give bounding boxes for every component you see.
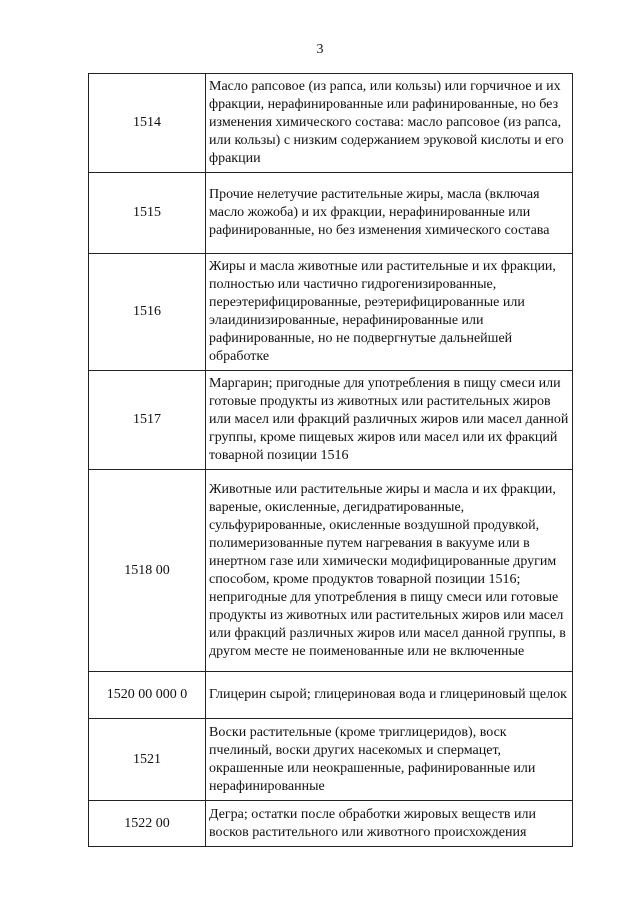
table-row xyxy=(89,801,573,847)
page-number: 3 xyxy=(316,42,324,57)
table-row xyxy=(89,719,573,801)
commodity-description-cell: Животные или растительные жиры и масла и их фракции, вареные, окисленные, дегидратированные, сульфурированные, окисленные воздушной продувкой, полимеризованные путем нагревания в вакууме или в инертном газе или химически модифицированные другим способом, кроме продуктов товарной позиции 1516; непригодные для употребления в пищу смеси или готовые продукты из животных или растительных жиров или масел или фракций различных жиров или масел данной группы, в другом месте не поименованные или не включенные xyxy=(206,470,573,672)
commodity-code-cell: 1522 00 xyxy=(89,801,206,847)
commodity-description-cell: Дегра; остатки после обработки жировых веществ или восков растительного или животного происхождения xyxy=(206,801,573,847)
commodity-code-cell: 1520 00 000 0 xyxy=(89,672,206,719)
commodity-description-cell: Глицерин сырой; глицериновая вода и глицериновый щелок xyxy=(206,672,573,719)
commodity-description-cell: Жиры и масла животные или растительные и их фракции, полностью или частично гидрогенизированные, переэтерифицированные, реэтерифицированные или элаидинизированные, нерафинированные или рафинированные, но не подвергнутые дальнейшей обработке xyxy=(206,254,573,371)
commodity-description-cell: Маргарин; пригодные для употребления в пищу смеси или готовые продукты из животных или растительных жиров или масел или фракций различных жиров или масел данной группы, кроме пищевых жиров или масел или их фракций товарной позиции 1516 xyxy=(206,371,573,470)
commodity-code-cell: 1515 xyxy=(89,173,206,254)
commodity-code-table xyxy=(88,73,573,847)
commodity-code-cell: 1518 00 xyxy=(89,470,206,672)
table-row xyxy=(89,470,573,672)
commodity-description-cell: Прочие нелетучие растительные жиры, масла (включая масло жожоба) и их фракции, нерафинированные или рафинированные, но без изменения химического состава xyxy=(206,173,573,254)
table-row xyxy=(89,672,573,719)
commodity-code-cell: 1514 xyxy=(89,74,206,173)
table-row xyxy=(89,254,573,371)
commodity-description-cell: Воски растительные (кроме триглицеридов), воск пчелиный, воски других насекомых и спермацет, окрашенные или неокрашенные, рафинированные или нерафинированные xyxy=(206,719,573,801)
table-row xyxy=(89,74,573,173)
commodity-description-cell: Масло рапсовое (из рапса, или кользы) или горчичное и их фракции, нерафинированные или рафинированные, но без изменения химического состава: масло рапсовое (из рапса, или кользы) с низким содержанием эруковой кислоты и его фракции xyxy=(206,74,573,173)
commodity-code-cell: 1521 xyxy=(89,719,206,801)
table-row xyxy=(89,173,573,254)
table-row xyxy=(89,371,573,470)
commodity-code-cell: 1517 xyxy=(89,371,206,470)
commodity-code-cell: 1516 xyxy=(89,254,206,371)
